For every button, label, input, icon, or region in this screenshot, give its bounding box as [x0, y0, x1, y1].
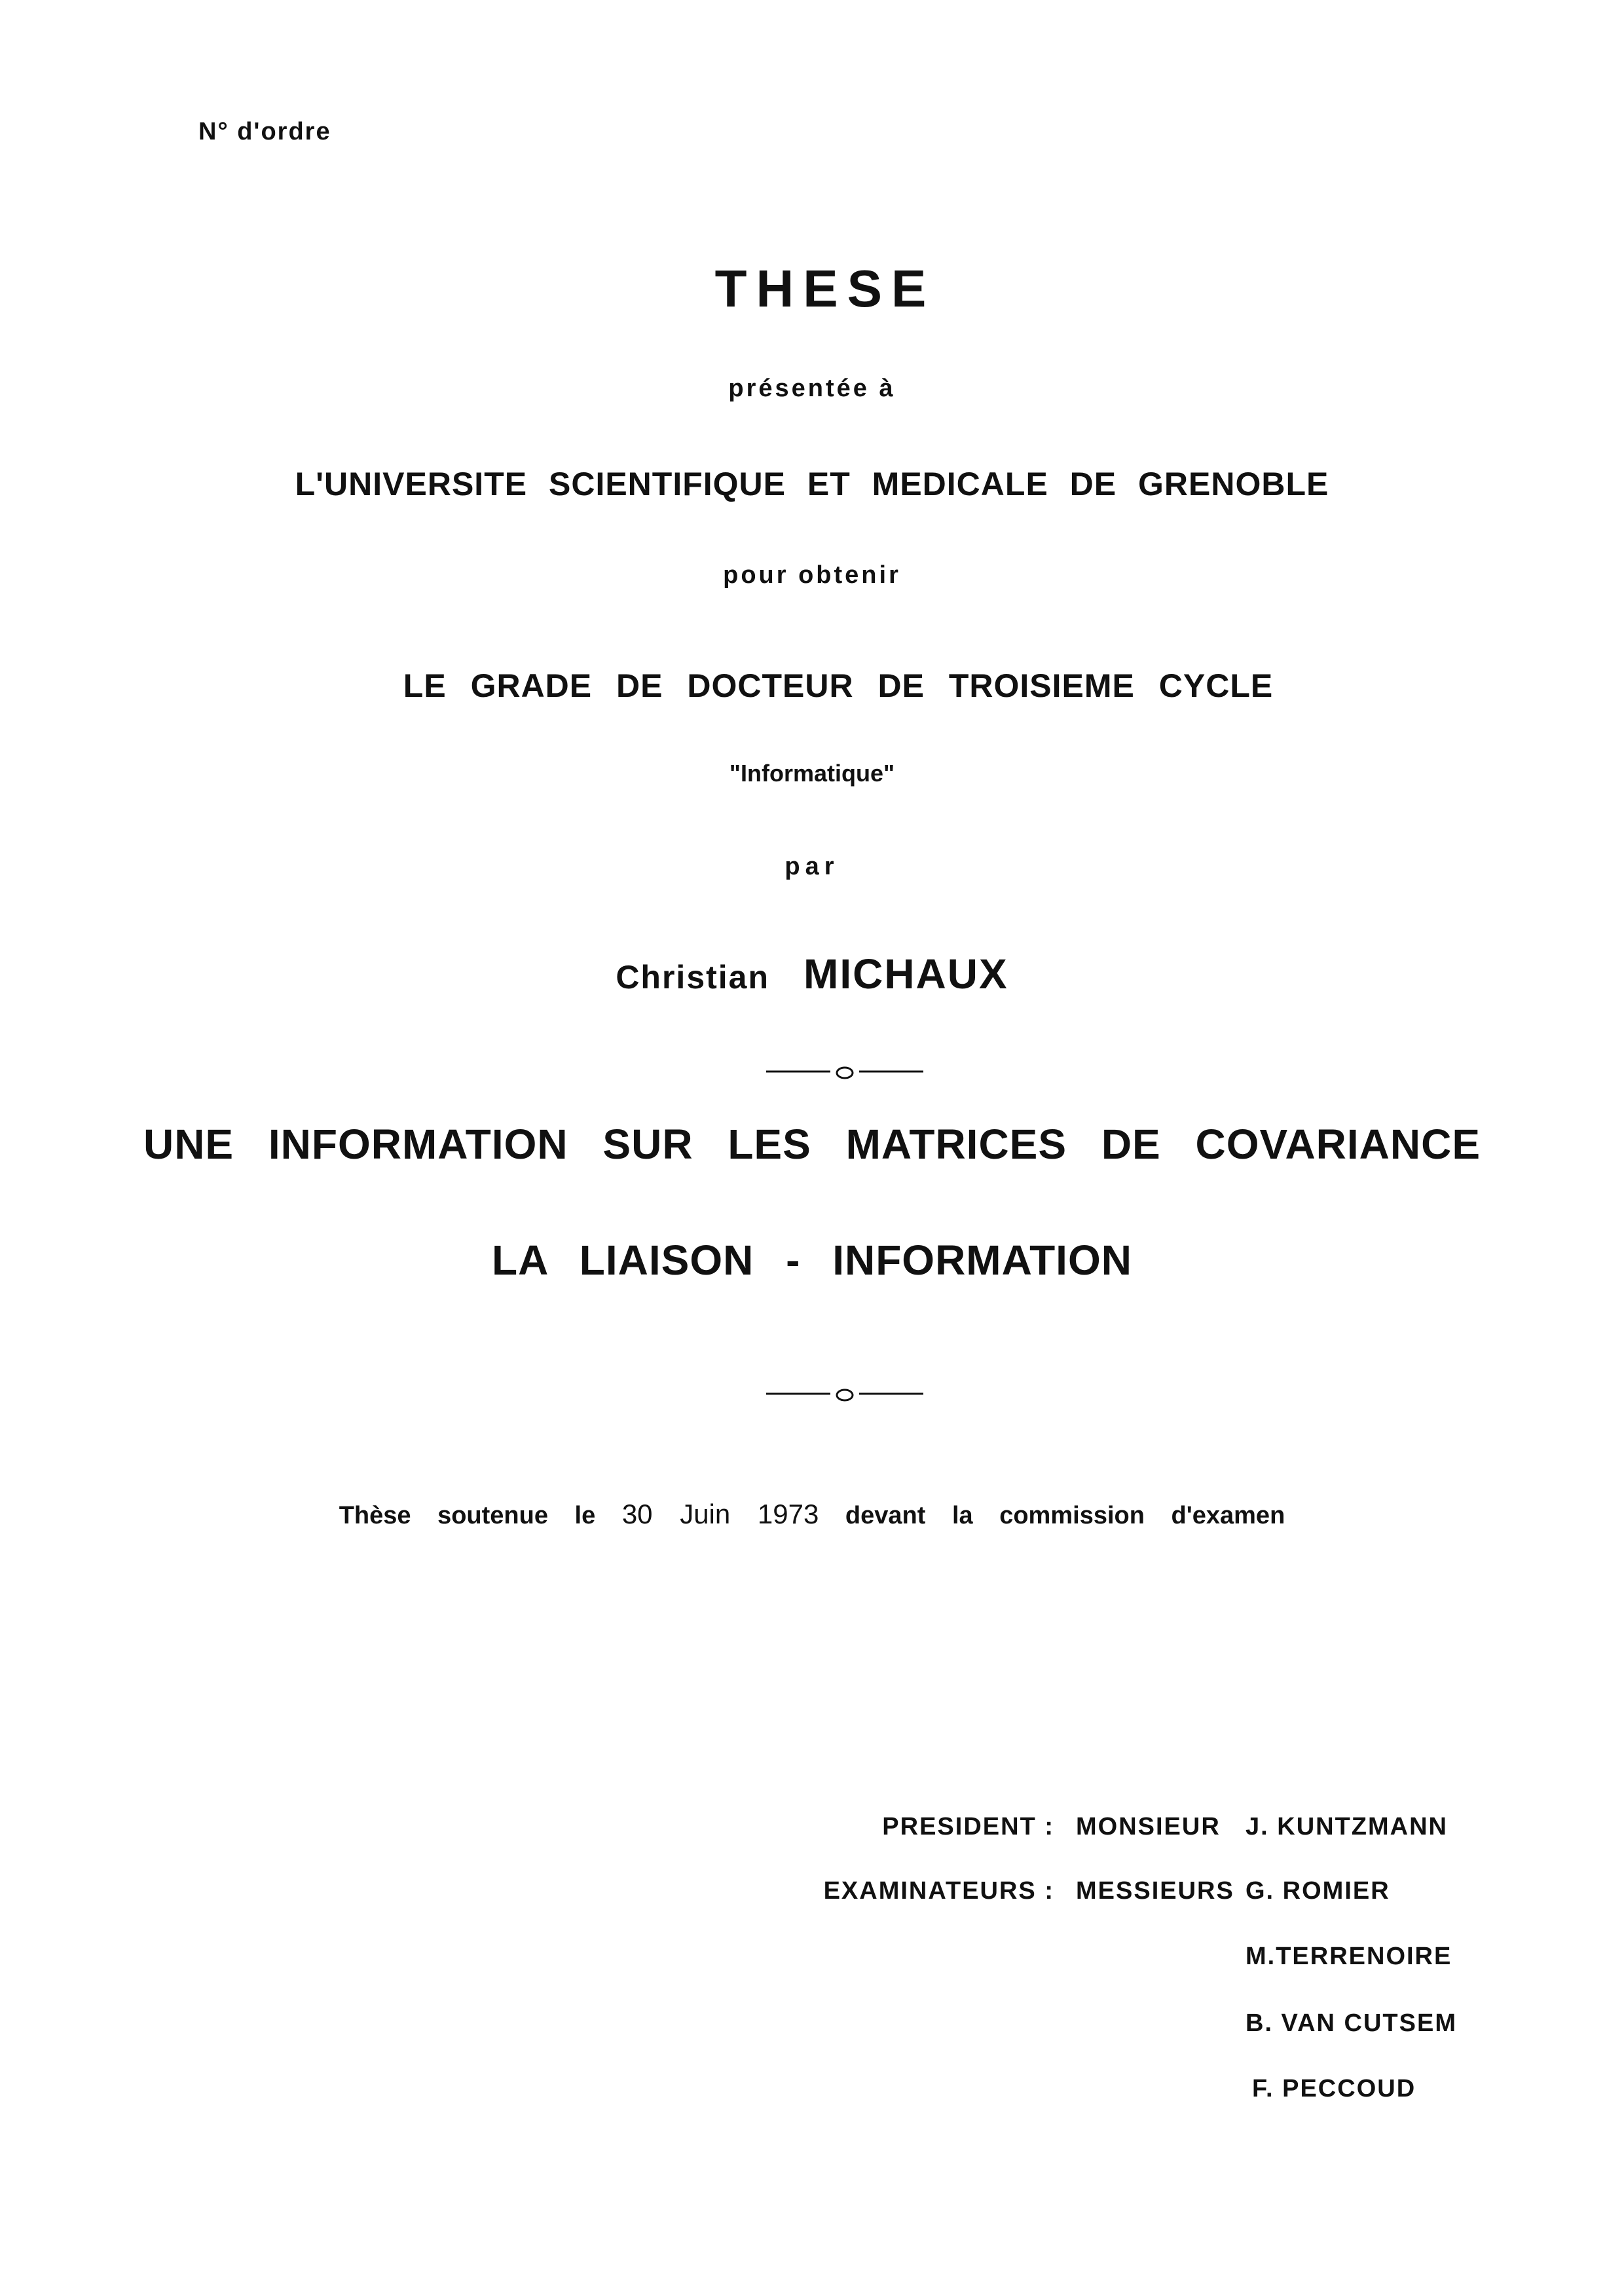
defense-statement: [0, 1499, 1624, 1530]
thesis-title-line-1: UNE INFORMATION SUR LES MATRICES DE COVARIANCE: [143, 1121, 1481, 1168]
author-name: [0, 950, 1624, 998]
defense-prefix: Thèse soutenue le: [339, 1502, 596, 1529]
order-number-label: N° d'ordre: [198, 118, 331, 145]
examinateurs-label: EXAMINATEURS :: [823, 1877, 1054, 1905]
speciality: "Informatique": [729, 760, 895, 787]
examinateur-name: G. ROMIER: [1246, 1877, 1390, 1905]
university-name: L'UNIVERSITE SCIENTIFIQUE ET MEDICALE DE GRENOBLE: [295, 466, 1329, 502]
author-last-name: MICHAUX: [803, 950, 1008, 998]
degree-name: LE GRADE DE DOCTEUR DE TROISIEME CYCLE: [403, 667, 1274, 704]
document-type-title: THESE: [714, 259, 936, 318]
examinateur-name: B. VAN CUTSEM: [1246, 2009, 1457, 2037]
thesis-title-line-2: LA LIAISON - INFORMATION: [492, 1237, 1132, 1284]
president-title: MONSIEUR: [1076, 1813, 1221, 1840]
defense-date: 30 Juin 1973: [621, 1499, 819, 1529]
author-first-name: Christian: [616, 959, 770, 996]
examinateurs-title: MESSIEURS: [1076, 1877, 1234, 1905]
presented-to-text: présentée à: [728, 375, 896, 402]
examinateur-name: M.TERRENOIRE: [1246, 1943, 1452, 1970]
by-text: par: [784, 853, 840, 880]
separator-dash-circle-top: [766, 1061, 923, 1081]
defense-suffix: devant la commission d'examen: [845, 1502, 1285, 1529]
president-label: PRESIDENT :: [882, 1813, 1054, 1840]
examinateur-name: F. PECCOUD: [1252, 2075, 1416, 2102]
president-name: J. KUNTZMANN: [1246, 1813, 1448, 1840]
separator-dash-circle-bottom: [766, 1383, 923, 1403]
to-obtain-text: pour obtenir: [723, 561, 901, 589]
